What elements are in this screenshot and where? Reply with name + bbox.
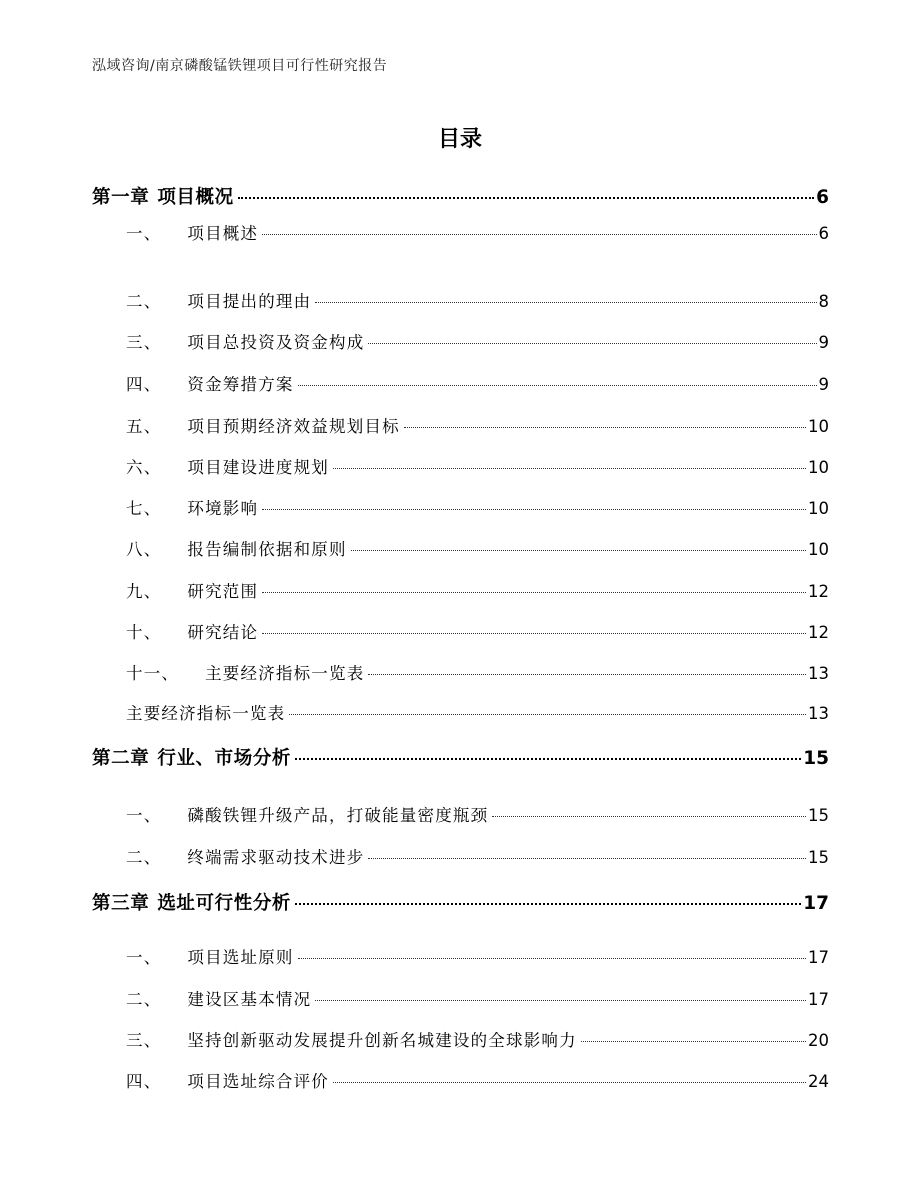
- toc-entry-title: 坚持创新驱动发展提升创新名城建设的全球影响力: [187, 1031, 577, 1050]
- toc-entry-number: 八、: [126, 540, 162, 559]
- toc-section-entry[interactable]: [126, 329, 829, 353]
- toc-section-entry[interactable]: [126, 536, 829, 560]
- toc-page-number: 17: [803, 893, 829, 914]
- toc-entry-number: 第一章: [92, 187, 150, 208]
- toc-entry-label: [126, 495, 258, 519]
- toc-page-number: 13: [808, 704, 829, 723]
- dot-leader: [333, 1082, 806, 1083]
- dot-leader: [404, 427, 806, 428]
- toc-page-number: 10: [808, 540, 829, 559]
- dot-leader: [351, 550, 806, 551]
- running-header: 泓域咨询/南京磷酸锰铁锂项目可行性研究报告: [92, 58, 388, 74]
- toc-entry-title: 选址可行性分析: [157, 893, 292, 914]
- dot-leader: [333, 468, 806, 469]
- toc-section-entry[interactable]: [126, 844, 829, 868]
- toc-entry-label: [126, 844, 364, 868]
- toc-chapter-entry[interactable]: [92, 183, 829, 209]
- toc-page-number: 10: [808, 499, 829, 518]
- toc-entry-number: 三、: [126, 1031, 162, 1050]
- toc-entry-label: [126, 660, 364, 684]
- toc-section-entry[interactable]: [126, 1027, 829, 1051]
- toc-entry-title: 资金筹措方案: [187, 375, 294, 394]
- toc-entry-number: 九、: [126, 582, 162, 601]
- toc-chapter-entry[interactable]: [92, 889, 829, 915]
- dot-leader: [298, 958, 806, 959]
- toc-entry-label: [126, 802, 488, 826]
- toc-page-number: 15: [808, 806, 829, 825]
- toc-entry-number: 第二章: [92, 748, 150, 769]
- toc-entry-title: 项目提出的理由: [187, 292, 312, 311]
- dot-leader: [315, 302, 816, 303]
- toc-entry-number: 一、: [126, 948, 162, 967]
- toc-entry-label: [92, 889, 291, 915]
- toc-entry-title: 项目概况: [157, 187, 234, 208]
- toc-section-entry[interactable]: [126, 700, 829, 724]
- toc-page-number: 13: [808, 664, 829, 683]
- toc-entry-label: [126, 700, 285, 724]
- toc-entry-title: 项目选址综合评价: [187, 1072, 330, 1091]
- toc-entry-title: 报告编制依据和原则: [187, 540, 347, 559]
- toc-entry-title: 磷酸铁锂升级产品，打破能量密度瓶颈: [187, 806, 489, 825]
- toc-entry-title: 项目概述: [187, 224, 259, 243]
- toc-section-entry[interactable]: [126, 371, 829, 395]
- toc-entry-number: 四、: [126, 375, 162, 394]
- toc-entry-label: [92, 183, 234, 209]
- toc-page-number: 6: [818, 224, 829, 243]
- toc-entry-number: 六、: [126, 458, 162, 477]
- dot-leader: [262, 592, 806, 593]
- toc-entry-number: 五、: [126, 417, 162, 436]
- toc-entry-label: [126, 413, 400, 437]
- toc-page-number: 10: [808, 458, 829, 477]
- toc-entry-title: 研究范围: [187, 582, 259, 601]
- toc-entry-label: [126, 619, 258, 643]
- toc-page-number: 12: [808, 623, 829, 642]
- toc-section-entry[interactable]: [126, 1068, 829, 1092]
- toc-entry-number: 二、: [126, 848, 162, 867]
- toc-entry-label: [126, 1027, 577, 1051]
- toc-entry-number: 第三章: [92, 893, 150, 914]
- toc-section-entry[interactable]: [126, 495, 829, 519]
- toc-entry-title: 主要经济指标一览表: [205, 664, 365, 683]
- toc-section-entry[interactable]: [126, 986, 829, 1010]
- dot-leader: [315, 1000, 806, 1001]
- toc-page-number: 8: [818, 292, 829, 311]
- toc-entry-title: 项目建设进度规划: [187, 458, 330, 477]
- toc-entry-number: 三、: [126, 333, 162, 352]
- toc-page-number: 17: [808, 990, 829, 1009]
- toc-entry-title: 行业、市场分析: [157, 748, 292, 769]
- dot-leader: [368, 674, 806, 675]
- toc-entry-title: 研究结论: [187, 623, 259, 642]
- toc-entry-number: 七、: [126, 499, 162, 518]
- toc-entry-label: [92, 744, 291, 770]
- toc-entry-title: 终端需求驱动技术进步: [187, 848, 365, 867]
- toc-page-number: 17: [808, 948, 829, 967]
- dot-leader: [289, 714, 806, 715]
- dot-leader: [262, 234, 816, 235]
- toc-entry-label: [126, 536, 347, 560]
- toc-entry-title: 建设区基本情况: [187, 990, 312, 1009]
- toc-page-number: 10: [808, 417, 829, 436]
- toc-section-entry[interactable]: [126, 220, 829, 244]
- dot-leader: [238, 197, 814, 199]
- toc-entry-title: 项目总投资及资金构成: [187, 333, 365, 352]
- toc-page-number: 12: [808, 582, 829, 601]
- dot-leader: [368, 858, 806, 859]
- toc-section-entry[interactable]: [126, 454, 829, 478]
- toc-page-number: 9: [818, 375, 829, 394]
- toc-entry-label: [126, 220, 258, 244]
- toc-entry-label: [126, 454, 329, 478]
- dot-leader: [492, 816, 806, 817]
- toc-section-entry[interactable]: [126, 660, 829, 684]
- dot-leader: [262, 633, 806, 634]
- toc-section-entry[interactable]: [126, 619, 829, 643]
- toc-entry-label: [126, 986, 311, 1010]
- toc-entry-label: [126, 1068, 329, 1092]
- toc-section-entry[interactable]: [126, 802, 829, 826]
- dot-leader: [581, 1041, 806, 1042]
- toc-entry-label: [126, 578, 258, 602]
- toc-entry-number: 二、: [126, 990, 162, 1009]
- toc-entry-label: [126, 371, 294, 395]
- toc-page-number: 15: [808, 848, 829, 867]
- toc-entry-number: 二、: [126, 292, 162, 311]
- toc-entry-number: 四、: [126, 1072, 162, 1091]
- toc-section-entry[interactable]: [126, 578, 829, 602]
- toc-entry-label: [126, 288, 311, 312]
- toc-chapter-entry[interactable]: [92, 744, 829, 770]
- toc-page-number: 15: [803, 748, 829, 769]
- toc-entry-title: 项目选址原则: [187, 948, 294, 967]
- dot-leader: [295, 758, 801, 760]
- toc-page-number: 24: [808, 1072, 829, 1091]
- toc-entry-label: [126, 329, 364, 353]
- toc-entry-title: 环境影响: [187, 499, 259, 518]
- toc-section-entry[interactable]: [126, 413, 829, 437]
- toc-page-number: 6: [816, 187, 829, 208]
- toc-entry-number: 十、: [126, 623, 162, 642]
- dot-leader: [298, 385, 817, 386]
- toc-entry-number: 一、: [126, 806, 162, 825]
- dot-leader: [295, 903, 801, 905]
- dot-leader: [262, 509, 806, 510]
- page-title: 目录: [437, 127, 482, 152]
- toc-page-number: 20: [808, 1031, 829, 1050]
- dot-leader: [368, 343, 816, 344]
- toc-entry-title: 主要经济指标一览表: [126, 704, 286, 723]
- toc-entry-number: 十一、: [126, 664, 180, 683]
- toc-page-number: 9: [818, 333, 829, 352]
- toc-entry-number: 一、: [126, 224, 162, 243]
- toc-section-entry[interactable]: [126, 944, 829, 968]
- toc-entry-title: 项目预期经济效益规划目标: [187, 417, 400, 436]
- toc-section-entry[interactable]: [126, 288, 829, 312]
- toc-entry-label: [126, 944, 294, 968]
